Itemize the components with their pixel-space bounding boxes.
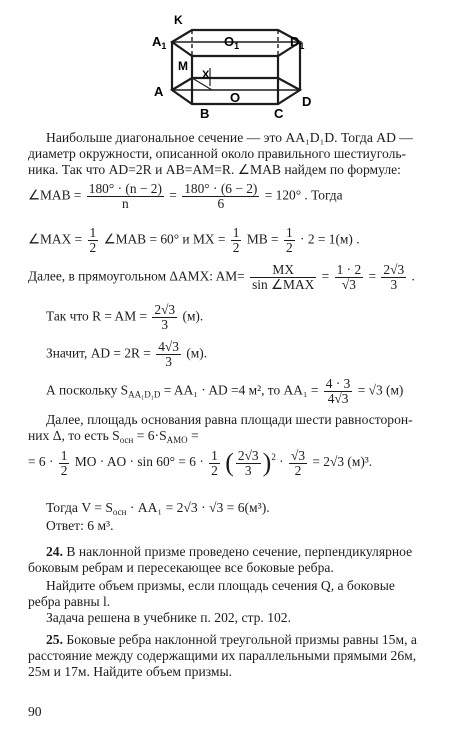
label-D1: $D_1$ xyxy=(290,34,305,51)
para6-line1: Далее, площадь основания равна площади шести равносторон- xyxy=(46,412,413,427)
label-X: X xyxy=(202,69,210,81)
problem-25-line1: 25. Боковые ребра наклонной треугольной призмы равны 15м, а xyxy=(46,632,417,647)
formula-ad: Значит, AD = 2R = $\frac{4√3}{3}$ (м). xyxy=(46,339,208,369)
answer-line: Ответ: 6 м³. xyxy=(46,518,114,533)
para6-line2: них Δ, то есть $S_{осн} = 6\cdot S_{AMO}$ = xyxy=(28,428,199,445)
formula-base-area: = 6 · $\frac{1}{2}$ MO · AO · sin 60° = 6 · $\frac{1}{2}$ ( $\frac{2√3}{3}$ )$^2$ · $\frac{√3}{2}$ = 2√3 (м)³. xyxy=(28,447,373,478)
problem-24-line4: ребра равны l. xyxy=(28,594,111,609)
page-number: 90 xyxy=(28,704,42,719)
formula-aa1: А поскольку $S_{AA_1D_1D} = AA_1$ · AD =4 м², то AA₁ = $\frac{4 \cdot 3}{4√3}$ = √3 (м) xyxy=(46,376,404,406)
label-A: A xyxy=(154,84,164,99)
problem-24-line2: боковым ребрам и пересекающее все боковые ребра. xyxy=(28,560,334,575)
label-O1: $O_1$ xyxy=(224,34,240,51)
label-A1: $A_1$ xyxy=(152,34,167,51)
label-D: D xyxy=(302,94,312,109)
problem-24-line3: Найдите объем призмы, если площадь сечения Q, а боковые xyxy=(46,578,395,593)
para1-line3: ника. Так что AD=2R и AB=AM=R. ∠MAB найдем по формуле: xyxy=(28,162,401,177)
formula-am: Далее, в прямоугольном ΔAMX: AM= MX sin ∠MAX = $\frac{1 \cdot 2}{√3}$ = $\frac{2√3}{3}$ . xyxy=(28,262,415,292)
formula-r: Так что R = AM = $\frac{2√3}{3}$ (м). xyxy=(46,302,204,332)
problem-24-line1: 24. В наклонной призме проведено сечение, перпендикулярное xyxy=(46,544,413,559)
label-K: K xyxy=(174,13,183,27)
problem-24-line5: Задача решена в учебнике п. 202, стр. 102. xyxy=(46,610,291,625)
para1-line2: диаметр окружности, описанной около правильного шестиуголь- xyxy=(28,146,407,161)
label-C: C xyxy=(274,106,284,120)
formula-angle-mab: ∠MAB = $\frac{180^\circ \cdot (n - 2)}{n}$ = $\frac{180^\circ \cdot (6 - 2)}{6}$ = 120° . Тогда xyxy=(28,181,343,211)
problem-25-line3: 25м и 17м. Найдите объем призмы. xyxy=(28,664,233,679)
label-O: O xyxy=(230,90,241,105)
label-B: B xyxy=(200,106,210,120)
label-M: M xyxy=(178,59,188,73)
formula-angle-max: ∠MAX = $\frac{1}{2}$ ∠MAB = 60° и MX = $\frac{1}{2}$ MB = $\frac{1}{2}$ · 2 = 1(м) . xyxy=(28,225,360,255)
problem-25-line2: расстояние между содержащими их параллельными прямыми 26м, xyxy=(28,648,417,663)
para1-line1: Наибольше диагональное сечение — это AA₁D₁D. Тогда AD — xyxy=(46,130,413,145)
prism-figure xyxy=(150,8,320,120)
volume-line: Тогда $V = S_{осн} \cdot AA_1 = 2√3 \cdot √3 = 6(м^3)$. xyxy=(46,500,270,517)
